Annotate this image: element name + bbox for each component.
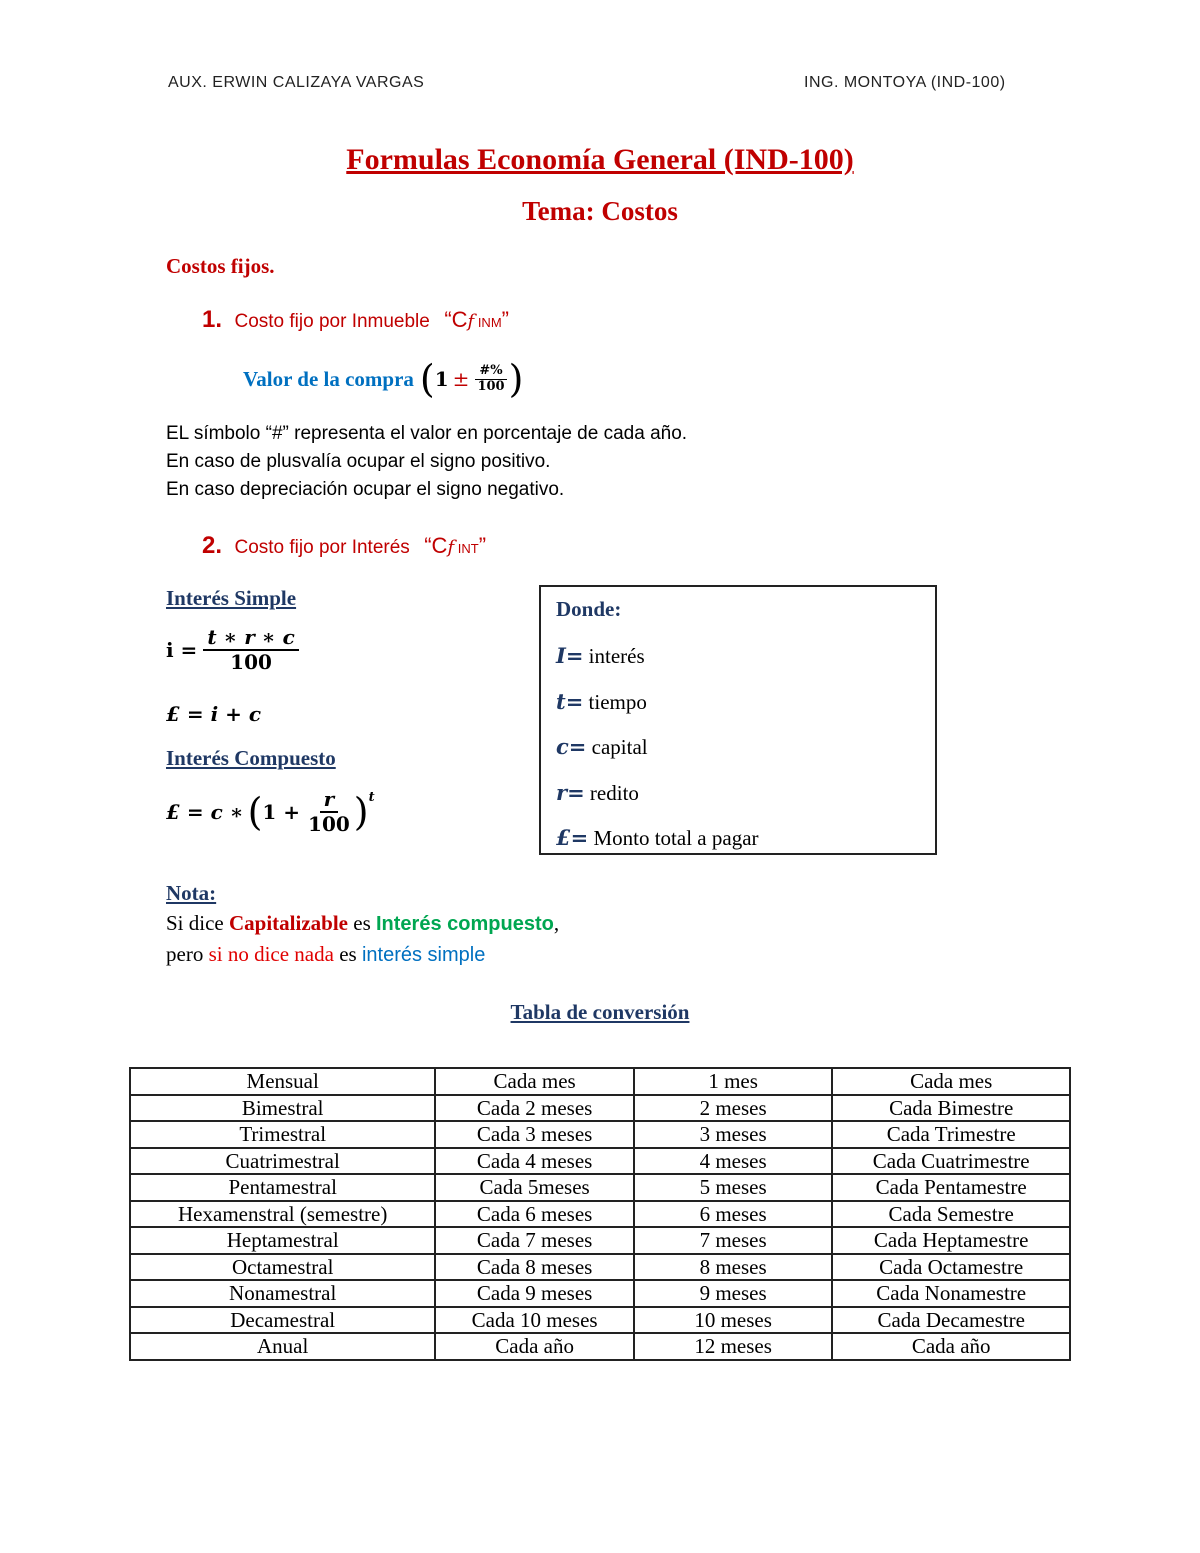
nota-capitalizable: Capitalizable [229,911,348,935]
table-cell: Pentamestral [130,1174,435,1201]
formula-fraction [473,364,508,395]
formula-paren-open: ( [419,357,435,401]
table-cell: Cada año [832,1333,1070,1360]
conversion-table-body [130,1068,1070,1360]
nota-l2-a: pero [166,942,209,966]
note-line-1: EL símbolo “#” representa el valor en porcentaje de cada año. [166,423,688,444]
header-left: AUX. ERWIN CALIZAYA VARGAS [168,74,425,91]
donde-desc-c: capital [586,735,648,759]
table-row [130,1121,1070,1148]
item-2-symbol-open: “C [424,533,448,558]
simple-denominator: 100 [230,650,272,674]
table-cell: Nonamestral [130,1280,435,1307]
table-cell: Cada mes [832,1068,1070,1095]
formula-denominator: 100 [477,378,505,394]
table-cell: Anual [130,1333,435,1360]
donde-item-i [556,643,645,669]
item-2-symbol-f: f [447,537,455,558]
table-cell: Cada 9 meses [435,1280,634,1307]
item-2-symbol-sub: INT [454,541,479,556]
formula-one: 1 [434,367,449,391]
nota-block [166,878,559,970]
simple-formula [166,626,299,674]
simple-heading: Interés Simple [166,586,297,610]
nota-si-no-dice: si no dice nada [208,942,334,966]
donde-desc-monto: Monto total a pagar [588,826,759,850]
simple-fraction [203,626,298,674]
donde-box [539,585,937,855]
table-cell: Mensual [130,1068,435,1095]
table-cell: Hexamenstral (semestre) [130,1201,435,1228]
table-cell: 7 meses [634,1227,833,1254]
table-cell: 2 meses [634,1095,833,1122]
table-row [130,1280,1070,1307]
header-right: ING. MONTOYA (IND-100) [804,74,1006,91]
table-row [130,1307,1070,1334]
item-2-symbol-close: ” [478,533,487,558]
table-cell: 4 meses [634,1148,833,1175]
nota-heading: Nota: [166,881,217,905]
nota-line-1 [166,908,559,939]
table-row [130,1254,1070,1281]
donde-sym-r: r= [556,780,585,805]
table-cell: Cuatrimestral [130,1148,435,1175]
table-cell: Octamestral [130,1254,435,1281]
item-1-number: 1. [202,306,223,333]
donde-item-c [556,734,648,760]
table-cell: 3 meses [634,1121,833,1148]
table-cell: Trimestral [130,1121,435,1148]
table-cell: Cada Semestre [832,1201,1070,1228]
table-title: Tabla de conversión [510,1000,690,1024]
compuesto-one-plus: 1 + [262,800,301,824]
compuesto-lhs: £ = c ∗ [166,800,244,824]
compuesto-denominator: 100 [308,812,350,836]
donde-sym-t: t= [556,689,584,714]
donde-sym-c: c= [556,734,587,759]
nota-line-2 [166,939,559,970]
table-row [130,1201,1070,1228]
compuesto-heading: Interés Compuesto [166,746,336,770]
table-cell: Cada Octamestre [832,1254,1070,1281]
compuesto-paren-close: ) [353,790,369,834]
donde-sym-monto: £= [556,825,589,850]
table-row [130,1174,1070,1201]
item-2-symbol [424,533,486,558]
table-cell: Cada año [435,1333,634,1360]
note-line-2: En caso de plusvalía ocupar el signo positivo. [166,451,551,472]
table-cell: 5 meses [634,1174,833,1201]
table-cell: Cada 2 meses [435,1095,634,1122]
donde-item-r [556,780,639,806]
nota-interes-simple: interés simple [361,944,486,966]
donde-item-monto [556,825,759,851]
compuesto-paren-open: ( [247,790,263,834]
compuesto-formula [166,788,375,836]
table-cell: 8 meses [634,1254,833,1281]
item-1-symbol [444,307,509,332]
nota-l1-a: Si dice [166,911,229,935]
table-cell: Cada mes [435,1068,634,1095]
table-cell: Cada Nonamestre [832,1280,1070,1307]
table-cell: 10 meses [634,1307,833,1334]
donde-desc-i: interés [583,644,645,668]
item-1 [202,306,509,334]
table-cell: Cada 7 meses [435,1227,634,1254]
table-cell: Cada 8 meses [435,1254,634,1281]
table-cell: 1 mes [634,1068,833,1095]
donde-desc-t: tiempo [583,690,647,714]
notes-block [166,420,687,504]
item-1-symbol-open: “C [444,307,468,332]
table-cell: 12 meses [634,1333,833,1360]
compuesto-numerator: r [320,788,339,813]
item-1-symbol-close: ” [501,307,509,332]
table-cell: Cada Heptamestre [832,1227,1070,1254]
formula-numerator: #% [475,364,506,380]
donde-sym-i: I= [556,643,584,668]
page-subtitle: Tema: Costos [522,196,678,226]
simple-total: £ = i + c [166,702,262,726]
table-cell: Cada 4 meses [435,1148,634,1175]
table-cell: Bimestral [130,1095,435,1122]
compuesto-fraction [304,788,354,836]
table-cell: 9 meses [634,1280,833,1307]
item-1-text: Costo fijo por Inmueble [234,311,430,332]
formula-paren-close: ) [508,357,524,401]
donde-title: Donde: [556,597,622,621]
table-cell: Heptamestral [130,1227,435,1254]
table-cell: Cada Bimestre [832,1095,1070,1122]
table-row [130,1148,1070,1175]
simple-lhs: i = [166,638,198,662]
table-cell: 6 meses [634,1201,833,1228]
item-1-symbol-sub: INM [474,315,502,330]
item-2-text: Costo fijo por Interés [234,537,410,558]
table-cell: Cada Pentamestre [832,1174,1070,1201]
table-row [130,1095,1070,1122]
table-cell: Cada Cuatrimestre [832,1148,1070,1175]
formula-compra-label: Valor de la compra [243,366,414,391]
nota-interes-compuesto: Interés compuesto [376,913,554,935]
table-cell: Cada 6 meses [435,1201,634,1228]
nota-l1-e: , [553,911,560,935]
table-cell: Cada 3 meses [435,1121,634,1148]
table-row [130,1068,1070,1095]
item-2 [202,532,486,560]
section-heading: Costos fijos. [166,254,275,278]
table-cell: Decamestral [130,1307,435,1334]
nota-l1-c: es [348,911,376,935]
item-2-number: 2. [202,532,223,559]
table-row [130,1333,1070,1360]
note-line-3: En caso depreciación ocupar el signo negativo. [166,479,565,500]
page-title: Formulas Economía General (IND-100) [346,143,854,176]
table-row [130,1227,1070,1254]
conversion-table [129,1067,1071,1361]
table-cell: Cada 5meses [435,1174,634,1201]
compuesto-exponent: t [368,790,375,805]
donde-item-t [556,689,647,715]
formula-plus-minus: ± [452,367,470,391]
item-1-symbol-f: f [467,311,475,332]
donde-desc-r: redito [584,781,639,805]
formula-compra [243,357,523,401]
nota-l2-c: es [333,942,362,966]
table-cell: Cada Trimestre [832,1121,1070,1148]
table-cell: Cada Decamestre [832,1307,1070,1334]
table-cell: Cada 10 meses [435,1307,634,1334]
simple-numerator: t ∗ r ∗ c [203,626,298,651]
